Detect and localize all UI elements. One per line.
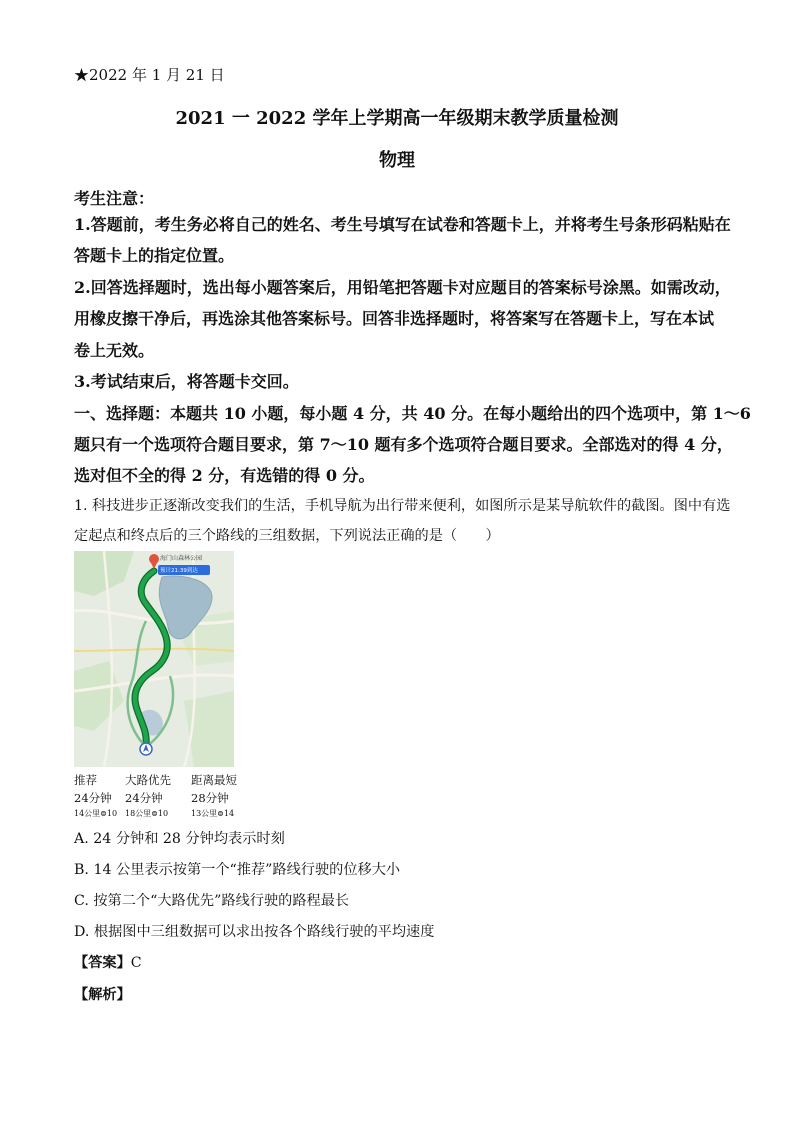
- route-time: 24分钟: [125, 791, 163, 805]
- answer-value: C: [130, 955, 142, 971]
- analysis-tag: 【解析】: [74, 987, 131, 1003]
- option-a: A. 24 分钟和 28 分钟均表示时刻: [74, 831, 285, 847]
- instruction-2-line-1: 2.回答选择题时，选出每小题答案后，用铅笔把答题卡对应题目的答案标号涂黑。如需改动，: [74, 278, 731, 297]
- section-heading-line-2: 题只有一个选项符合题目要求，第 7～10 题有多个选项符合题目要求。全部选对的得 4 分，: [74, 435, 733, 454]
- map-graphic: [74, 551, 234, 767]
- exam-title: 2021 一 2022 学年上学期高一年级期末教学质量检测: [175, 108, 619, 129]
- route-name: 大路优先: [125, 773, 171, 787]
- route-name: 距离最短: [191, 773, 237, 787]
- option-b: B. 14 公里表示按第一个“推荐”路线行驶的位移大小: [74, 862, 401, 878]
- answer-line: [74, 952, 142, 972]
- instruction-1-line-1: 1.答题前，考生务必将自己的姓名、考生号填写在试卷和答题卡上，并将考生号条形码粘贴在: [74, 215, 731, 234]
- instruction-2-line-3: 卷上无效。: [74, 341, 155, 360]
- instruction-2-line-2: 用橡皮擦干净后，再选涂其他答案标号。回答非选择题时，将答案写在答题卡上，写在本试: [74, 309, 715, 328]
- navigation-map: [74, 551, 234, 767]
- section-heading-line-1: 一、选择题：本题共 10 小题，每小题 4 分，共 40 分。在每小题给出的四个选项中，第 1～6: [74, 404, 751, 423]
- instructions-heading: 考生注意：: [74, 189, 155, 208]
- route-time: 24分钟: [74, 791, 112, 805]
- map-arrival-badge: 预计21:39到达: [160, 568, 198, 574]
- instruction-1-line-2: 答题卡上的指定位置。: [74, 246, 235, 265]
- question-1-stem-line-2: 定起点和终点后的三个路线的三组数据，下列说法正确的是（ ）: [74, 528, 500, 544]
- question-1-stem-line-1: 1. 科技进步正逐渐改变我们的生活，手机导航为出行带来便利，如图所示是某导航软件的截图。图中有选: [74, 498, 731, 514]
- exam-date: ★2022 年 1 月 21 日: [74, 66, 225, 84]
- section-heading-line-3: 选对但不全的得 2 分，有选错的得 0 分。: [74, 466, 375, 485]
- route-info: 13公里⊜14: [191, 809, 235, 818]
- analysis-line: [74, 984, 131, 1004]
- route-main-roads: [125, 771, 185, 821]
- answer-tag: 【答案】: [74, 955, 131, 971]
- option-d: D. 根据图中三组数据可以求出按各个路线行驶的平均速度: [74, 924, 435, 940]
- route-info: 14公里⊜10: [74, 809, 118, 818]
- route-info: 18公里⊜10: [125, 809, 169, 818]
- route-shortest: [191, 771, 251, 821]
- route-time: 28分钟: [191, 791, 229, 805]
- route-name: 推荐: [74, 773, 97, 787]
- exam-subject: 物理: [379, 150, 415, 171]
- instruction-3: 3.考试结束后，将答题卡交回。: [74, 372, 299, 391]
- option-c: C. 按第二个“大路优先”路线行驶的路程最长: [74, 893, 350, 909]
- map-destination-label: 海门山森林公园: [160, 555, 203, 562]
